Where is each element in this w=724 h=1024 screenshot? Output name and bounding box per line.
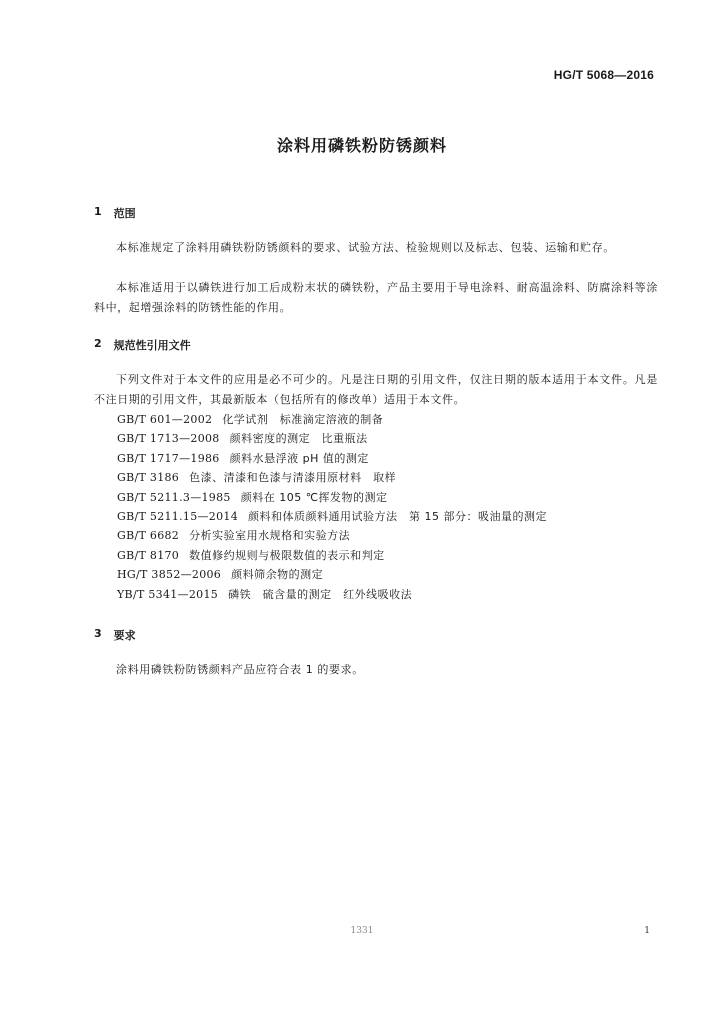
reference-item	[117, 468, 547, 487]
reference-code: HG/T 3852—2006	[117, 568, 222, 582]
section-number: 1	[94, 205, 102, 218]
section-number: 3	[94, 627, 102, 640]
reference-title: 化学试剂 标准滴定溶液的制备	[222, 413, 384, 426]
reference-item	[117, 585, 547, 604]
paragraph: 涂料用磷铁粉防锈颜料产品应符合表 1 的要求。	[116, 663, 364, 676]
reference-code: GB/T 5211.3—1985	[117, 490, 231, 504]
reference-item	[117, 429, 547, 448]
section-title: 范围	[113, 207, 136, 220]
reference-code: GB/T 5211.15—2014	[117, 509, 238, 523]
reference-code: GB/T 6682	[117, 529, 180, 543]
reference-code: GB/T 8170	[117, 548, 180, 562]
reference-item	[117, 565, 547, 584]
reference-item	[117, 507, 547, 526]
reference-item	[117, 526, 547, 545]
reference-title: 颜料水悬浮液 pH 值的测定	[229, 451, 369, 465]
section-title: 要求	[113, 629, 136, 642]
paragraph: 本标准规定了涂料用磷铁粉防锈颜料的要求、试验方法、检验规则以及标志、包装、运输和贮存。	[116, 241, 615, 254]
paragraph: 下列文件对于本文件的应用是必不可少的。凡是注日期的引用文件，仅注日期的版本适用于本文件。凡是不注日期的引用文件，其最新版本（包括所有的修改单）适用于本文件。	[94, 373, 658, 406]
reference-item	[117, 488, 547, 507]
reference-list	[117, 410, 547, 604]
reference-item	[117, 449, 547, 468]
section-2-heading	[94, 337, 191, 353]
page-number: 1	[644, 926, 650, 936]
footer-code: 1331	[350, 926, 374, 936]
standard-code: HG/T 5068—2016	[553, 68, 654, 82]
reference-title: 颜料在 105 ℃挥发物的测定	[240, 490, 388, 504]
reference-code: GB/T 1713—2008	[117, 432, 220, 446]
reference-title: 颜料密度的测定 比重瓶法	[229, 432, 368, 446]
paragraph: 本标准适用于以磷铁进行加工后成粉末状的磷铁粉，产品主要用于导电涂料、耐高温涂料、防腐涂料等涂料中，起增强涂料的防锈性能的作用。	[94, 281, 658, 314]
reference-code: GB/T 1717—1986	[117, 451, 220, 465]
reference-item	[117, 410, 547, 429]
section-number: 2	[94, 337, 102, 350]
reference-title: 分析实验室用水规格和实验方法	[189, 529, 351, 543]
reference-title: 色漆、清漆和色漆与清漆用原材料 取样	[189, 471, 397, 485]
reference-code: GB/T 3186	[117, 471, 180, 485]
reference-title: 颜料和体质颜料通用试验方法 第 15 部分：吸油量的测定	[248, 509, 547, 523]
document-title: 涂料用磷铁粉防锈颜料	[276, 136, 447, 155]
section-3-heading	[94, 627, 136, 643]
section-1-heading	[94, 205, 136, 221]
reference-item	[117, 546, 547, 565]
reference-code: GB/T 601—2002	[117, 413, 213, 426]
section-title: 规范性引用文件	[113, 339, 191, 352]
reference-title: 磷铁 硫含量的测定 红外线吸收法	[228, 587, 413, 601]
reference-title: 数值修约规则与极限数值的表示和判定	[189, 548, 385, 562]
reference-code: YB/T 5341—2015	[117, 587, 219, 601]
reference-title: 颜料筛余物的测定	[231, 568, 324, 582]
